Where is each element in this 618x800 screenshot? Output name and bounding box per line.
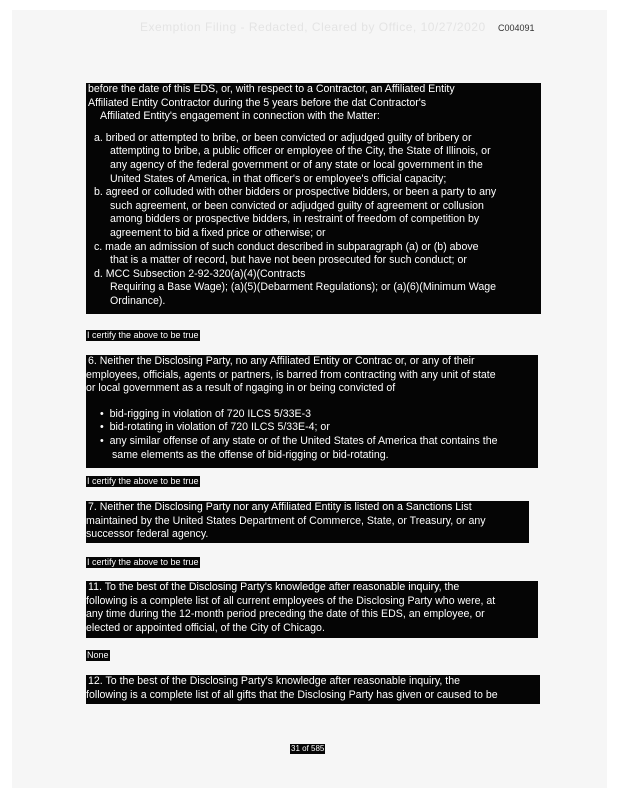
item-b-line1: b. agreed or colluded with other bidders or prospective bidders, or been a party to any — [94, 186, 497, 199]
redacted-block-section-11 — [86, 581, 538, 638]
block11-line4: elected or appointed official, of the City of Chicago. — [86, 621, 325, 634]
item-a-line2: attempting to bribe, a public officer or employee of the City, the State of Illinois, or — [110, 145, 491, 158]
block11-line2: following is a complete list of all current employees of the Disclosing Party who were, at — [86, 594, 496, 607]
redacted-block-section-7 — [86, 501, 529, 543]
none-label: None — [87, 650, 109, 660]
item-b-line2: such agreement, or been convicted or adjudged guilty of agreement or collusion — [110, 199, 484, 212]
block11-line1: 11. To the best of the Disclosing Party's knowledge after reasonable inquiry, the — [88, 581, 460, 593]
item-a-line1: a. bribed or attempted to bribe, or been convicted or adjudged guilty of bribery or — [94, 131, 472, 144]
item-d-line2: Requiring a Base Wage); (a)(5)(Debarment Regulations); or (a)(6)(Minimum Wage — [110, 281, 497, 294]
redacted-block-debarment — [86, 83, 541, 314]
bullet-similar-offense: • any similar offense of any state or of the United States of America that contains the — [100, 434, 498, 447]
block1-line1: before the date of this EDS, or, with respect to a Contractor, an Affiliated Entity — [88, 83, 455, 95]
item-d-line1: d. MCC Subsection 2-92-320(a)(4)(Contracts — [94, 267, 306, 280]
block1-line3: Affiliated Entity's engagement in connection with the Matter: — [100, 110, 380, 123]
block6-line3: or local government as a result of ngaging in or being convicted of — [86, 382, 396, 395]
item-d-line3: Ordinance). — [110, 294, 166, 307]
block12-line2: following is a complete list of all gifts that the Disclosing Party has given or caused to be — [86, 688, 498, 701]
bullet-bid-rigging: • bid-rigging in violation of 720 ILCS 5/33E-3 — [100, 407, 312, 420]
faint-header-stamp: Exemption Filing - Redacted, Cleared by Office, 10/27/2020 — [140, 20, 486, 34]
item-b-line3: among bidders or prospective bidders, in restraint of freedom of competition by — [110, 213, 480, 226]
page-number: 31 of 585 — [291, 744, 325, 753]
item-c-line2: that is a matter of record, but have not been prosecuted for such conduct; or — [110, 254, 467, 267]
certify-statement-1: I certify the above to be true — [87, 330, 199, 340]
block6-line1: 6. Neither the Disclosing Party, no any Affiliated Entity or Contrac or, or any of their — [88, 355, 475, 367]
block12-line1: 12. To the best of the Disclosing Party's knowledge after reasonable inquiry, the — [88, 675, 461, 687]
certify-statement-3: I certify the above to be true — [87, 557, 199, 567]
redacted-block-section-12 — [86, 675, 540, 704]
bullet-bid-rotating: • bid-rotating in violation of 720 ILCS 5/33E-4; or — [100, 421, 330, 434]
item-a-line4: United States of America, in that officer's or employee's official capacity; — [110, 172, 447, 185]
block1-line2: Affiliated Entity Contractor during the 5 years before the dat Contractor's — [88, 96, 427, 109]
block7-line2: maintained by the United States Department of Commerce, State, or Treasury, or any — [86, 514, 486, 527]
bullet-similar-offense-cont: same elements as the offense of bid-rigging or bid-rotating. — [112, 448, 389, 461]
block7-line1: 7. Neither the Disclosing Party nor any Affiliated Entity is listed on a Sanctions List — [88, 501, 472, 513]
certify-statement-2: I certify the above to be true — [87, 476, 199, 486]
block7-line3: successor federal agency. — [86, 528, 209, 541]
item-c-line1: c. made an admission of such conduct described in subparagraph (a) or (b) above — [94, 240, 479, 253]
item-b-line4: agreement to bid a fixed price or otherwise; or — [110, 226, 326, 239]
redacted-block-section-6 — [86, 355, 538, 468]
document-id: C004091 — [498, 23, 535, 33]
item-a-line3: any agency of the federal government or of any state or local government in the — [110, 158, 483, 171]
block6-line2: employees, officials, agents or partners, is barred from contracting with any unit of state — [86, 368, 496, 381]
block11-line3: any time during the 12-month period preceding the date of this EDS, an employee, or — [86, 608, 485, 621]
